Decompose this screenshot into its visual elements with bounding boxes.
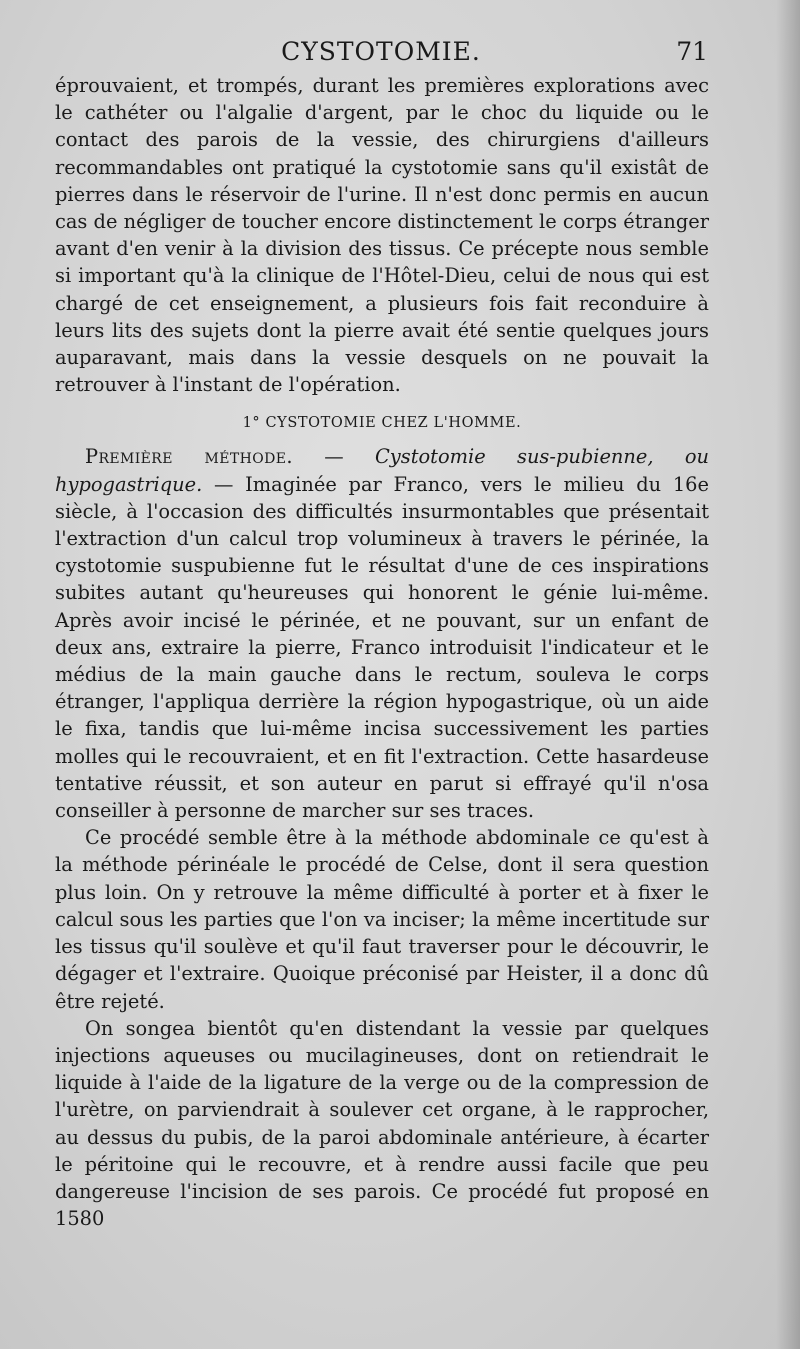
method-body: — Imaginée par Franco, vers le milieu du 16e siècle, à l'occasion des difficultés insurmontables que présentait l'extraction d'un calcul trop volumineux à travers le périnée, la cystotomie suspubienne fut le résultat d'une de ces inspirations subites autant qu'heureuses qui honorent le génie lui-même. Après avoir incisé le périnée, et ne pouvant, sur un enfant de deux ans, extraire la pierre, Franco introduisit l'indicateur et le médius de la main gauche dans le rectum, souleva le corps étranger, l'appliqua derrière la région hypogastrique, où un aide le fixa, tandis que lui-même incisa successivement les parties molles qui le recouvraient, et en fit l'extraction. Cette hasardeuse tentative réussit, et son auteur en parut si effrayé qu'il n'osa conseiller à personne de marcher sur ses traces. <box>55 472 709 823</box>
page-edge-shadow <box>776 0 800 1349</box>
paragraph-3: Ce procédé semble être à la méthode abdominale ce qu'est à la méthode périnéale le procédé de Celse, dont il sera question plus loin. On y retrouve la même difficulté à porter et à fixer le calcul sous les parties que l'on va inciser; la même incertitude sur les tissus qu'il soulève et qu'il faut traverser pour le découvrir, le dégager et l'extraire. Quoique préconisé par Heister, il a donc dû être rejeté. <box>55 826 709 1013</box>
page-number: 71 <box>676 37 708 66</box>
paragraph-1: éprouvaient, et trompés, durant les premières explorations avec le cathéter ou l'algalie d'argent, par le choc du liquide ou le contact des parois de la vessie, des chirurgiens d'ailleurs recommandables ont pratiqué la cystotomie sans qu'il existât de pierres dans le réservoir de l'urine. Il n'est donc permis en aucun cas de négliger de toucher encore distinctement le corps étranger avant d'en venir à la division des tissus. Ce précepte nous semble si important qu'à la clinique de l'Hôtel-Dieu, celui de nous qui est chargé de cet enseignement, a plusieurs fois fait reconduire à leurs lits des sujets dont la pierre avait été sentie quelques jours auparavant, mais dans la vessie desquels on ne pouvait la retrouver à l'instant de l'opération. <box>55 74 709 397</box>
method-dash: — <box>292 445 375 469</box>
method-lead: Première méthode. <box>85 445 293 469</box>
page-header <box>54 34 708 70</box>
paragraph-2 <box>55 443 709 824</box>
section-heading: 1° CYSTOTOMIE CHEZ L'HOMME. <box>242 415 522 432</box>
method-title: Cystotomie sus-pubienne, ou hypogastrique. <box>55 445 710 496</box>
running-title: CYSTOTOMIE. <box>281 37 481 66</box>
body-text <box>55 72 709 1232</box>
paragraph-4: On songea bientôt qu'en distendant la vessie par quelques injections aqueuses ou mucilagineuses, dont on retiendrait le liquide à l'aide de la ligature de la verge ou de la compression de l'urètre, on parviendrait à soulever cet organe, à le rapprocher, au dessus du pubis, de la paroi abdominale antérieure, à écarter le péritoine qui le recouvre, et à rendre aussi facile que peu dangereuse l'incision de ses parois. Ce procédé fut proposé en 1580 <box>55 1016 709 1231</box>
